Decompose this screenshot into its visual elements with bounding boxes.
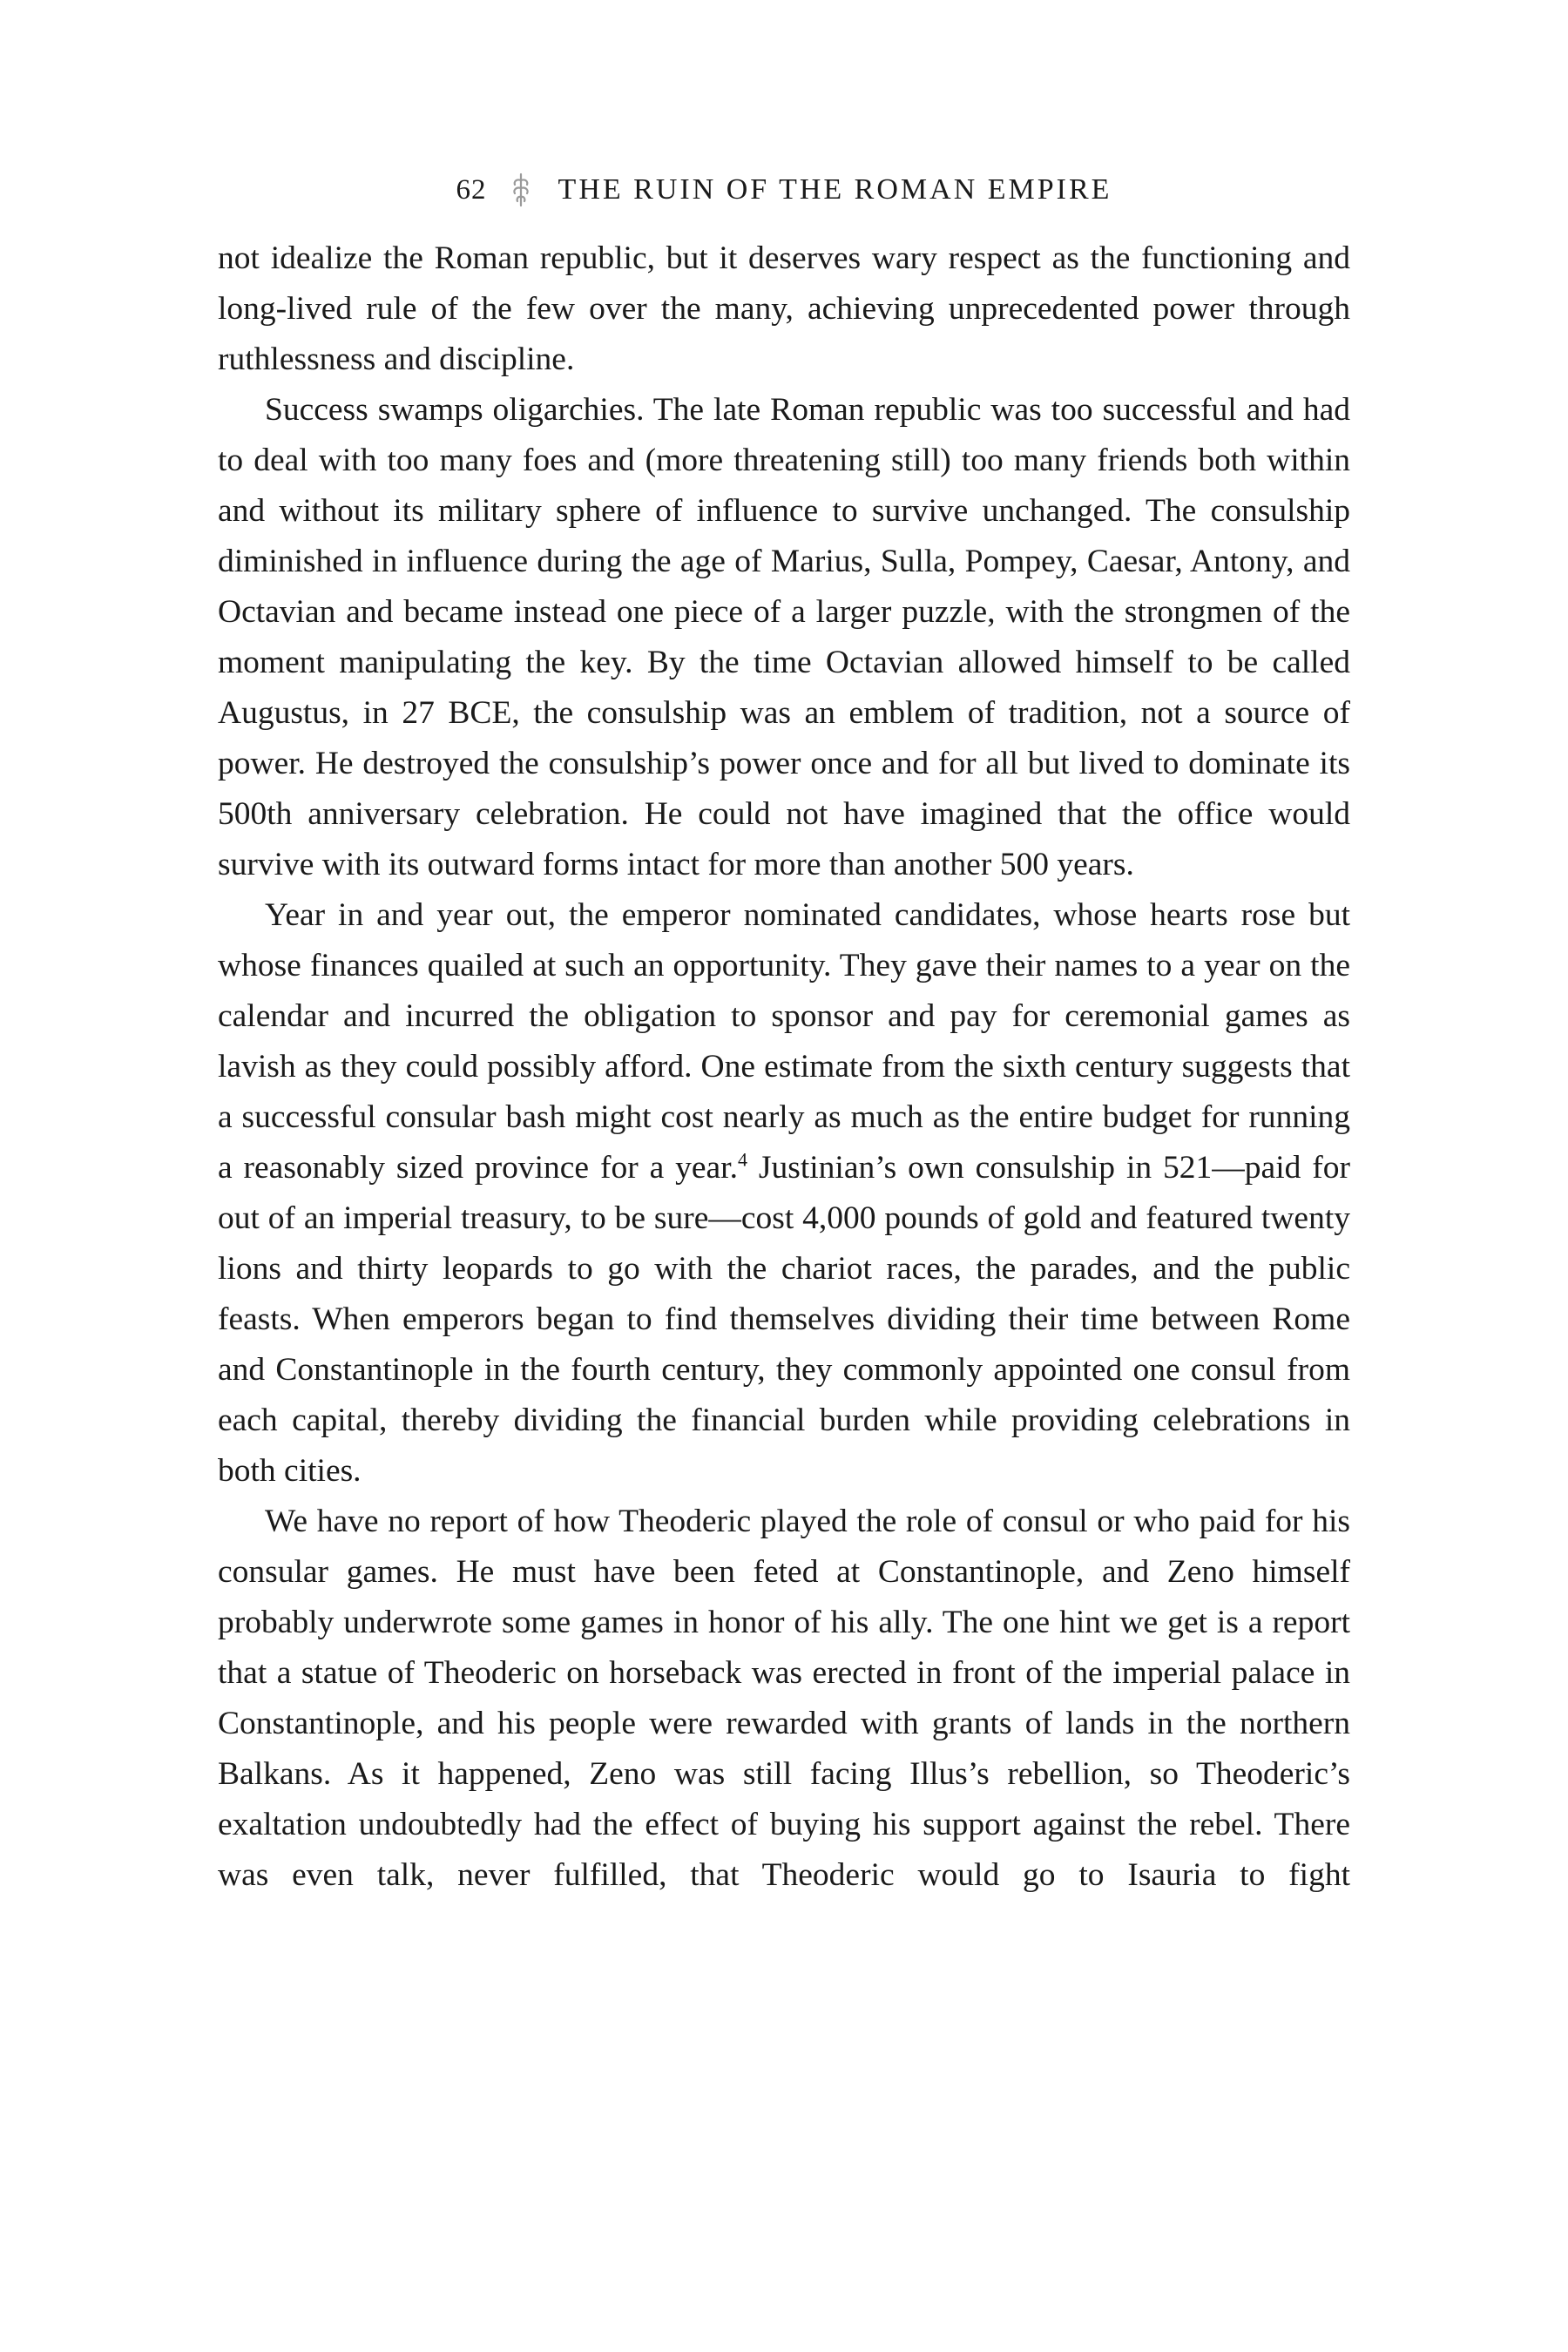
paragraph-theoderic-consul: We have no report of how Theoderic played the role of consul or who paid for his consular games. He must have been feted at Constantinople, and Zeno himself probably underwrote some games in honor of his ally. The one hint we get is a report that a statue of Theoderic on horseback was erected in front of the imperial palace in Constantinople, and his people were rewarded with grants of lands in the northern Balkans. As it happened, Zeno was still facing Illus’s rebellion, so Theoderic’s exaltation undoubtedly had the effect of buying his support against the rebel. There was even talk, never fulfilled, that Theoderic would go to Isauria to fight: [218, 1504, 1350, 1893]
body-text: [218, 233, 1350, 1901]
leaf-ornament-icon: [510, 172, 532, 207]
running-head: [220, 171, 1348, 209]
paragraph-success-swamps: Success swamps oligarchies. The late Roman republic was too successful and had to deal with too many foes and (more threatening still) too many friends both within and without its military sphere of influence to survive unchanged. The consulship diminished in influence during the age of Marius, Sulla, Pompey, Caesar, Antony, and Octavian and became instead one piece of a larger puzzle, with the strongmen of the moment manipulating the key. By the time Octavian allowed himself to be called Augustus, in 27 BCE, the consulship was an emblem of tradition, not a source of power. He destroyed the consulship’s power once and for all but lived to dominate its 500th anniversary celebration. He could not have imagined that the office would survive with its outward forms intact for more than another 500 years.: [218, 392, 1350, 882]
paragraph-text-after-note: Justinian’s own consulship in 521—paid for out of an imperial treasury, to be sure—cost 4,000 pounds of gold and featured twenty lions and thirty leopards to go with the chariot races, the parades, and the public feasts. When emperors began to find themselves dividing their time between Rome and Constantinople in the fourth century, they commonly appointed one consul from each capital, thereby dividing the financial burden while providing celebrations in both cities.: [218, 1150, 1350, 1489]
page-number: 62: [456, 173, 487, 206]
running-head-title: THE RUIN OF THE ROMAN EMPIRE: [558, 173, 1112, 206]
paragraph-text-before-note: Year in and year out, the emperor nominated candidates, whose hearts rose but whose finances quailed at such an opportunity. They gave their names to a year on the calendar and incurred the obligation to sponsor and pay for ceremonial games as lavish as they could possibly afford. One estimate from the sixth century suggests that a successful consular bash might cost nearly as much as the entire budget for running a reasonably sized province for a year.: [218, 897, 1350, 1186]
footnote-reference[interactable]: 4: [737, 1148, 747, 1171]
paragraph-year-in-year-out: [218, 890, 1350, 1497]
paragraph-continuation: not idealize the Roman republic, but it deserves wary respect as the functioning and long-lived rule of the few over the many, achieving unprecedented power through ruthlessness and discipline.: [218, 240, 1350, 377]
